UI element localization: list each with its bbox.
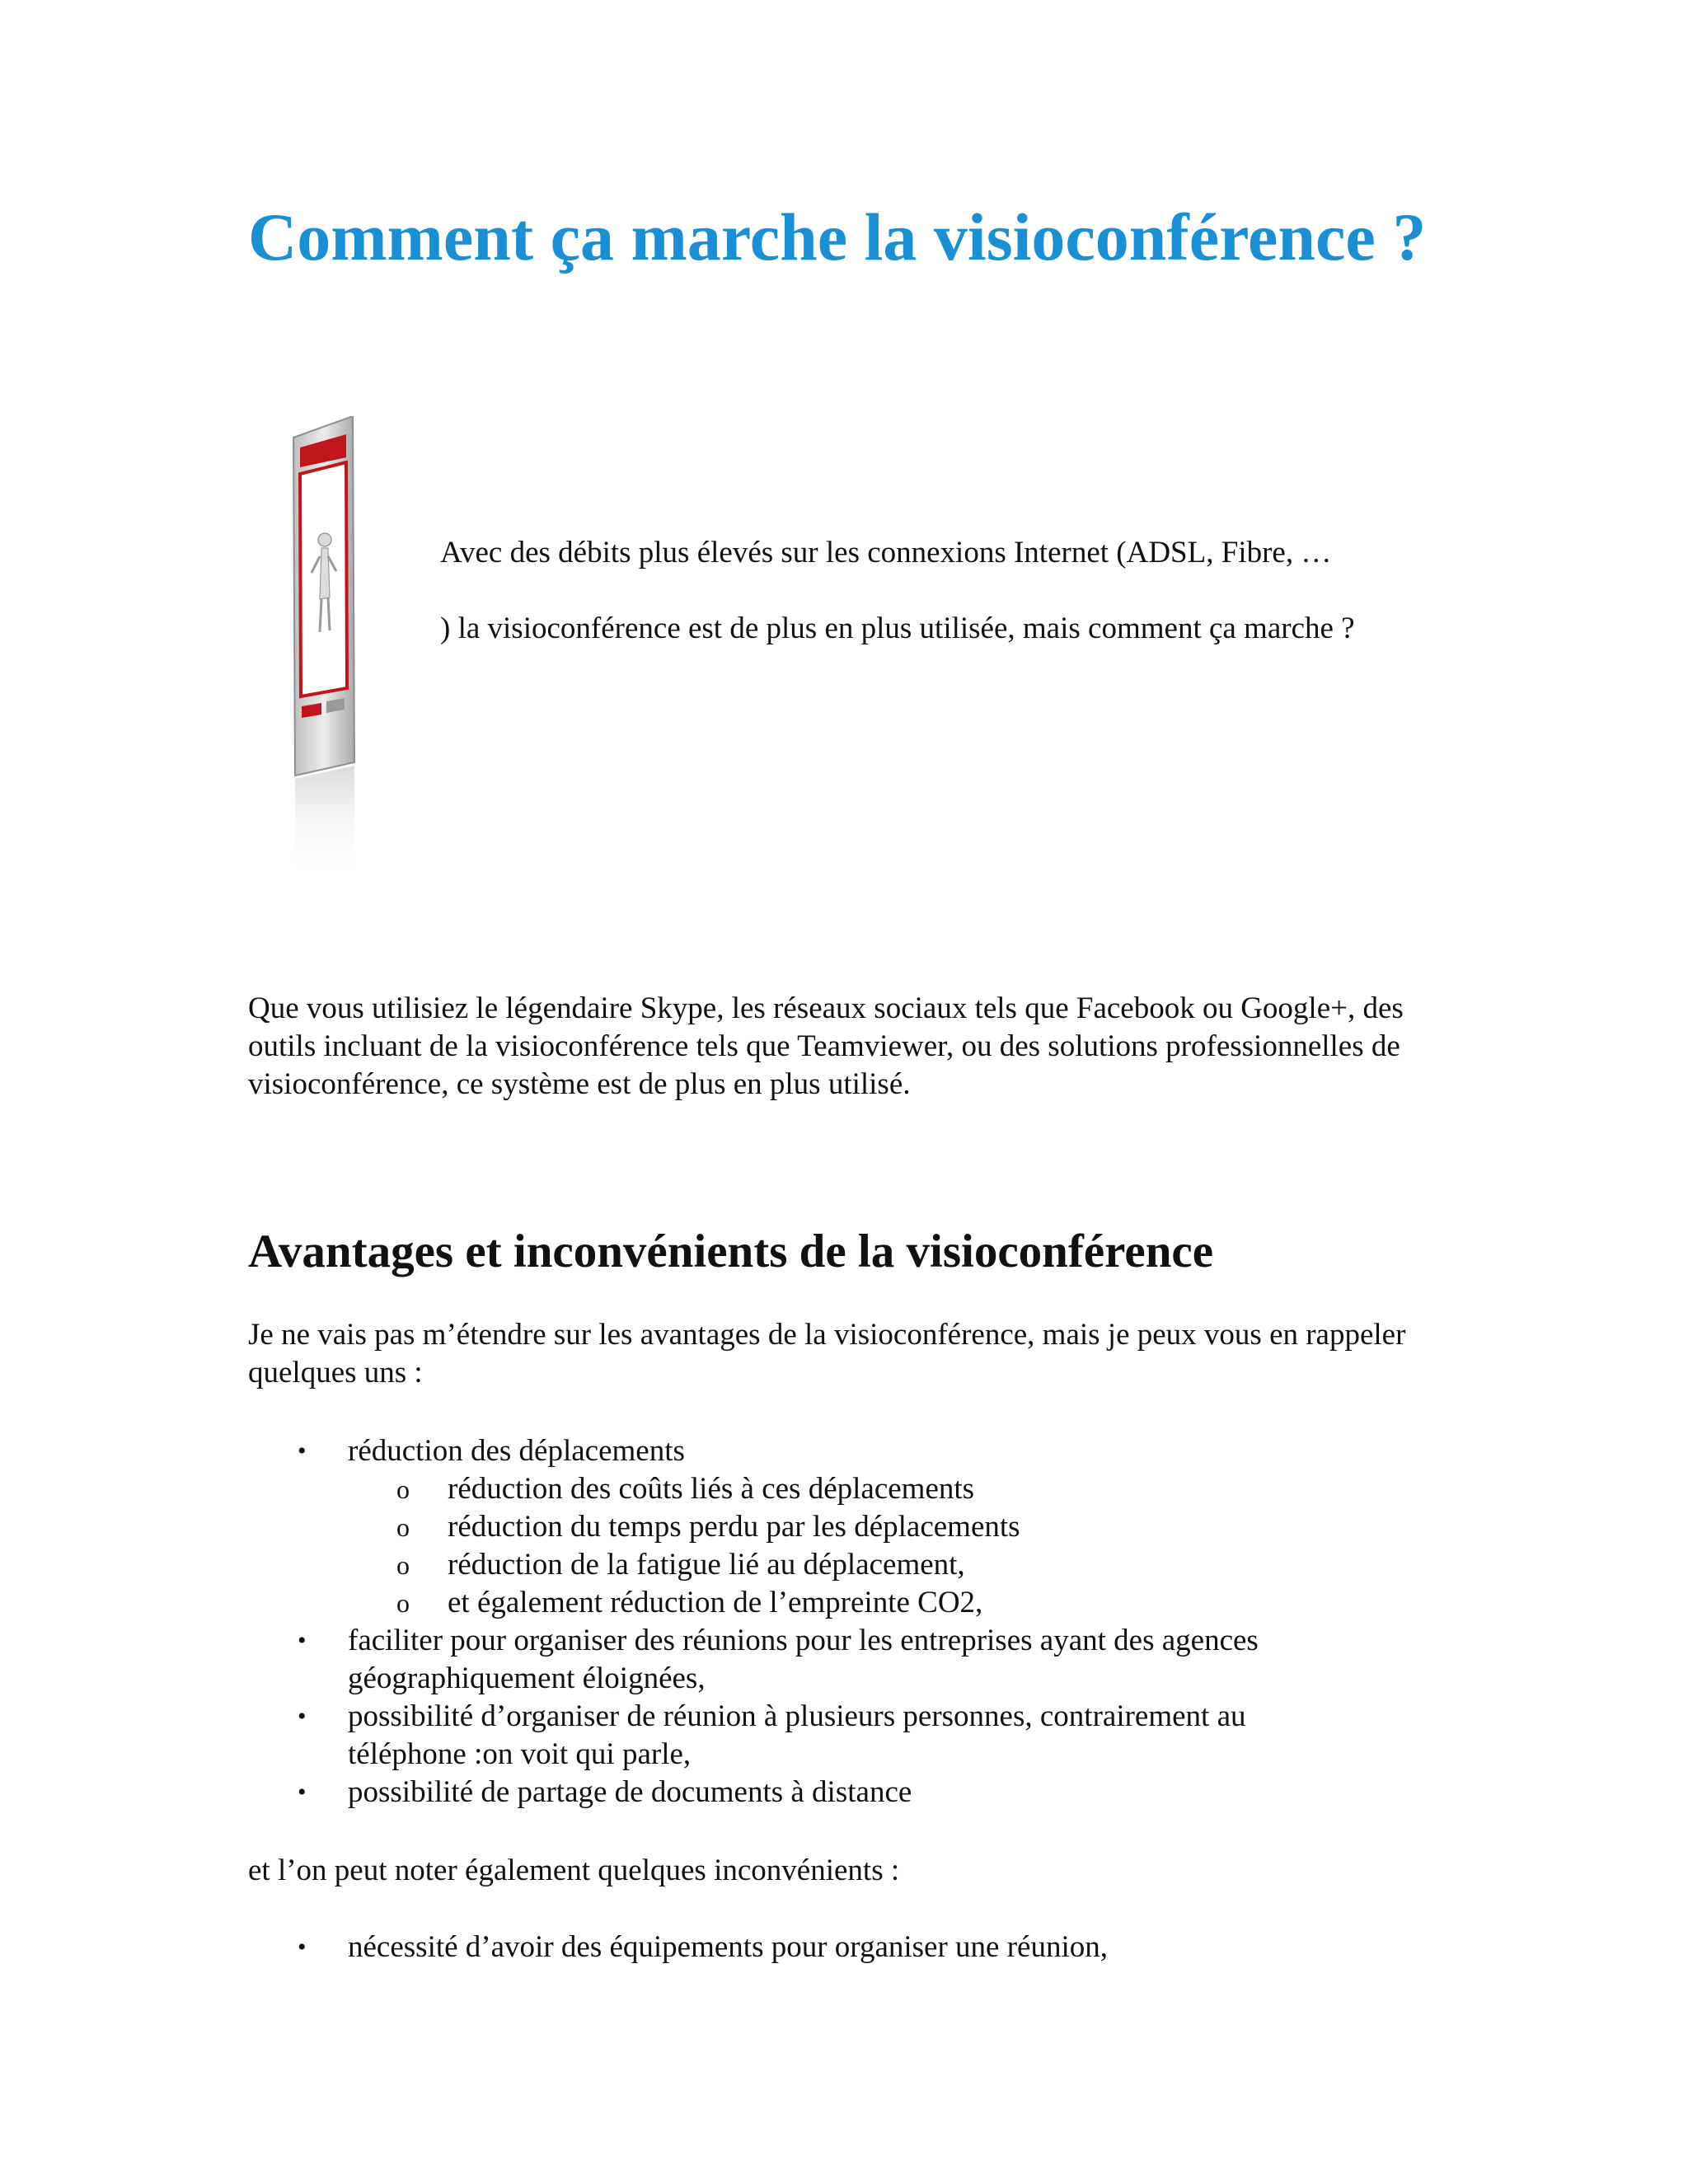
list-item-text: possibilité de partage de documents à distance	[348, 1775, 912, 1809]
bullet-glyph: •	[298, 1933, 307, 1961]
bullet-glyph: •	[298, 1703, 307, 1730]
sub-bullet-glyph: o	[396, 1474, 410, 1504]
sub-bullet-glyph: o	[396, 1588, 410, 1618]
inconvenients-list	[248, 1929, 1451, 1966]
bullet-glyph: •	[298, 1437, 307, 1465]
sub-bullet-glyph: o	[396, 1512, 410, 1542]
list-subitem	[248, 1470, 1451, 1508]
section-heading: Avantages et inconvénients de la visioconférence	[248, 1226, 1214, 1277]
advantages-list	[248, 1432, 1451, 1811]
list-item	[248, 1432, 1451, 1470]
list-item-text: nécessité d’avoir des équipements pour organiser une réunion,	[348, 1930, 1108, 1964]
list-subitem	[248, 1584, 1451, 1622]
list-subitem	[248, 1546, 1451, 1584]
bullet-glyph: •	[298, 1779, 307, 1806]
list-item-text: réduction des déplacements	[348, 1434, 685, 1468]
paragraph-usage: Que vous utilisiez le légendaire Skype, les réseaux sociaux tels que Facebook ou Google+, des outils incluant de la visioconférence tels que Teamviewer, ou des solutions professionnelles de visioconférence, ce système est de plus en plus utilisé.	[248, 991, 1404, 1101]
intro-line-2: ) la visioconférence est de plus en plus utilisée, mais comment ça marche ?	[440, 612, 1355, 645]
page-title: Comment ça marche la visioconférence ?	[248, 199, 1427, 274]
bullet-glyph: •	[298, 1627, 307, 1654]
list-subitem	[248, 1508, 1451, 1546]
inconvenients-intro: et l’on peut noter également quelques inconvénients :	[248, 1854, 900, 1887]
smartphone-video-call-icon	[290, 416, 361, 878]
list-subitem-text: réduction de la fatigue lié au déplacement,	[448, 1548, 965, 1582]
list-item	[248, 1622, 1451, 1698]
list-item-text: faciliter pour organiser des réunions pour les entreprises ayant des agences géographiquement éloignées,	[348, 1624, 1259, 1695]
advantages-intro: Je ne vais pas m’étendre sur les avantages de la visioconférence, mais je peux vous en rappeler quelques uns :	[248, 1318, 1406, 1390]
list-subitem-text: réduction du temps perdu par les déplacements	[448, 1510, 1020, 1544]
intro-line-1: Avec des débits plus élevés sur les connexions Internet (ADSL, Fibre, …	[440, 536, 1332, 569]
list-subitem-text: et également réduction de l’empreinte CO2,	[448, 1586, 983, 1619]
list-item	[248, 1698, 1451, 1774]
list-item-text: possibilité d’organiser de réunion à plusieurs personnes, contrairement au téléphone :on voit qui parle,	[348, 1699, 1246, 1771]
sub-bullet-glyph: o	[396, 1550, 410, 1580]
list-item	[248, 1929, 1451, 1966]
list-subitem-text: réduction des coûts liés à ces déplacements	[448, 1472, 975, 1506]
list-item	[248, 1774, 1451, 1811]
